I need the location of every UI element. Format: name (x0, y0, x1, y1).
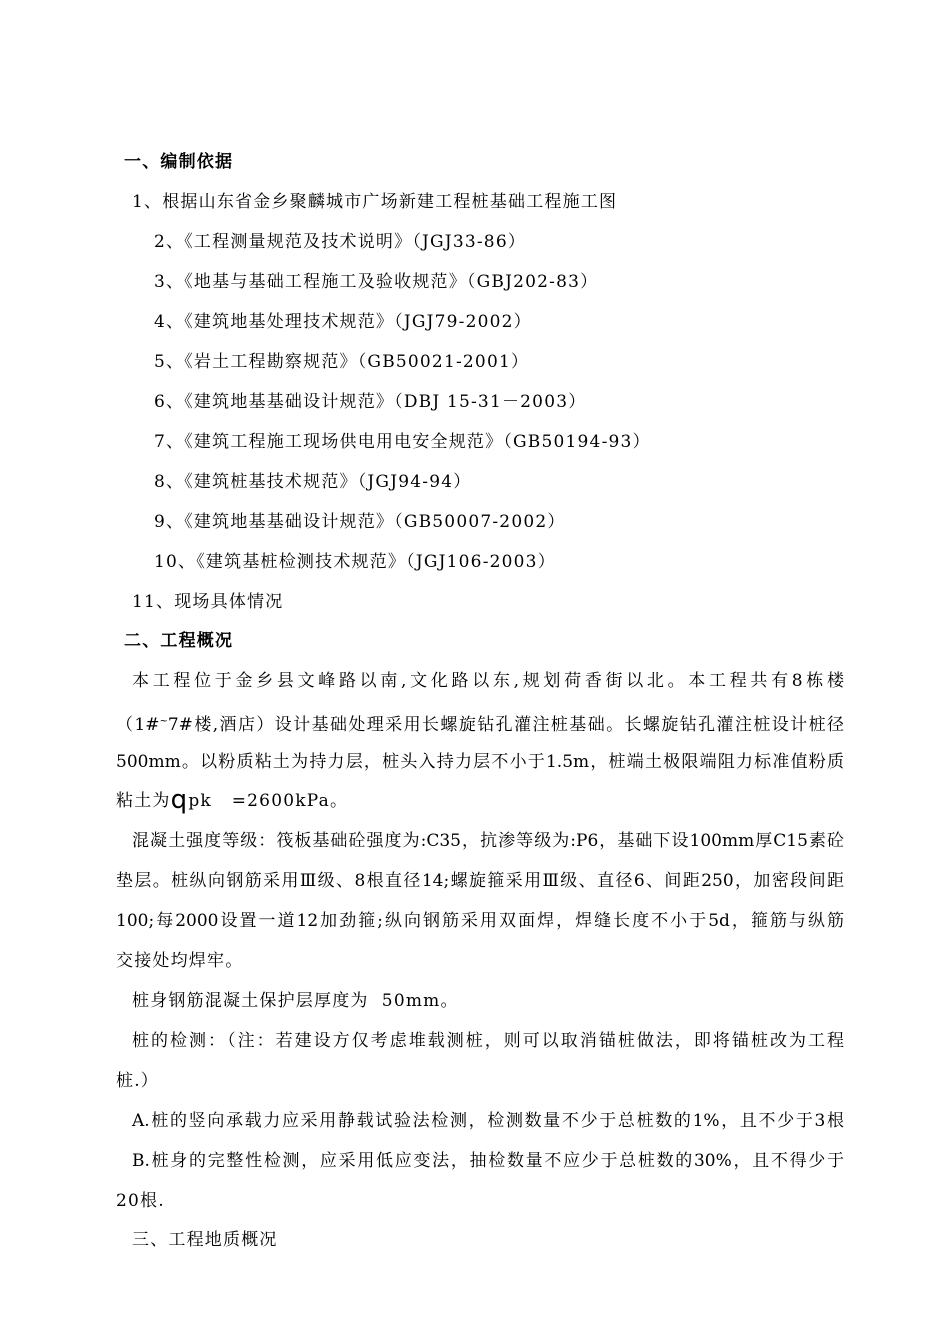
overview-para4-line1: 桩的检测：（注：若建设方仅考虑堆载测桩，则可以取消锚桩做法，即将锚桩改为工程 (132, 1031, 844, 1051)
overview-para1-line4-end: pk =2600kPa。 (188, 791, 349, 811)
reference-item-3: 3、《地基与基础工程施工及验收规范》（GBJ202-83） (154, 272, 599, 292)
overview-para1-line4-start: 粘土为 (116, 791, 171, 811)
reference-item-10: 10、《建筑基桩检测技术规范》（JGJ106-2003） (154, 552, 556, 572)
reference-item-8: 8、《建筑桩基技术规范》（JGJ94-94） (154, 472, 472, 492)
overview-para1-line2-start: （1# (116, 715, 160, 735)
range-tilde: ~ (159, 716, 168, 727)
q-symbol: q (170, 785, 189, 815)
overview-para3: 桩身钢筋混凝土保护层厚度为 50mm。 (132, 991, 459, 1011)
section-1-heading: 一、编制依据 (124, 152, 234, 172)
overview-para1-line2-end: 7#楼,酒店）设计基础处理采用长螺旋钻孔灌注桩基础。长螺旋钻孔灌注桩设计桩径 (167, 715, 844, 735)
section-2-heading: 二、工程概况 (124, 631, 234, 651)
reference-item-1: 1、根据山东省金乡聚麟城市广场新建工程桩基础工程施工图 (132, 192, 618, 212)
overview-para6-line1: B.桩身的完整性检测，应采用低应变法，抽检数量不应少于总桩数的30%，且不得少于 (132, 1151, 844, 1171)
overview-para2-line2: 垫层。桩纵向钢筋采用Ⅲ级、8根直径14;螺旋箍采用Ⅲ级、直径6、间距250，加密段间距 (116, 871, 844, 891)
reference-item-11: 11、现场具体情况 (132, 592, 284, 612)
overview-para2-line4: 交接处均焊牢。 (116, 951, 244, 971)
reference-item-2: 2、《工程测量规范及技术说明》（JGJ33-86） (154, 232, 527, 252)
reference-item-6: 6、《建筑地基基础设计规范》（DBJ 15-31－2003） (154, 392, 587, 412)
overview-para2-line3: 100;每2000设置一道12加劲箍;纵向钢筋采用双面焊，焊缝长度不小于5d，箍筋与纵筋 (116, 911, 844, 931)
reference-item-5: 5、《岩土工程勘察规范》（GB50021-2001） (154, 352, 530, 372)
section-3-heading: 三、工程地质概况 (132, 1230, 278, 1250)
overview-para1-line2 (116, 711, 844, 736)
overview-para6-line2: 20根. (116, 1191, 165, 1211)
overview-para2-line1: 混凝土强度等级：筏板基础砼强度为:C35，抗渗等级为:P6，基础下设100mm厚C15素砼 (132, 831, 844, 851)
overview-para1-line3: 500mm。以粉质粘土为持力层，桩头入持力层不小于1.5m，桩端土极限端阻力标准值粉质 (116, 752, 844, 772)
overview-para1-line4 (116, 785, 349, 815)
reference-item-4: 4、《建筑地基处理技术规范》（JGJ79-2002） (154, 312, 532, 332)
overview-para5: A.桩的竖向承载力应采用静载试验法检测，检测数量不少于总桩数的1%，且不少于3根 (132, 1111, 844, 1131)
reference-item-9: 9、《建筑地基基础设计规范》（GB50007-2002） (154, 512, 566, 532)
overview-para1-line1: 本工程位于金乡县文峰路以南,文化路以东,规划荷香街以北。本工程共有8栋楼 (132, 671, 844, 691)
reference-item-7: 7、《建筑工程施工现场供电用电安全规范》（GB50194-93） (154, 432, 651, 452)
overview-para4-line2: 桩.） (116, 1071, 160, 1091)
